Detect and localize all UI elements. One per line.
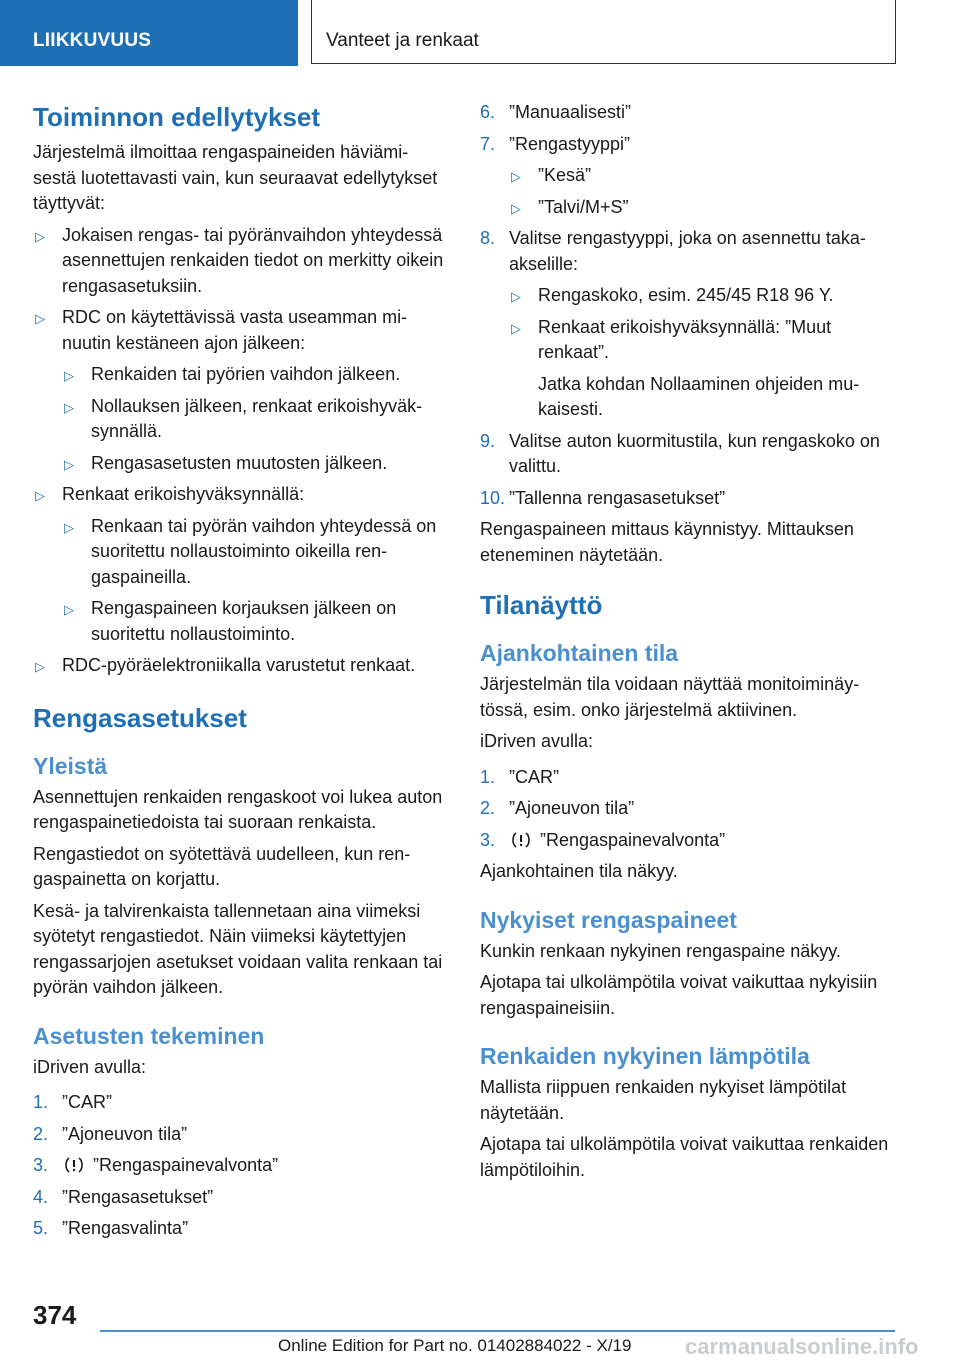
step-text: ”Tallenna rengasasetukset” [509, 487, 726, 508]
bullet-item: ▷ RDC-pyöräelektroniikalla varustetut renkaat. [33, 653, 445, 679]
step-number: 1. [33, 1092, 49, 1112]
step-note: Jatka kohdan Nollaaminen ohjeiden mukaisesti. [538, 373, 860, 419]
step-text: Valitse rengastyyppi, joka on asennettu takaakselille: [509, 228, 866, 274]
footer-rule [100, 1330, 895, 1332]
watermark: carmanualsonline.info [685, 1334, 919, 1359]
heading-current-pressures: Nykyiset rengaspaineet [480, 906, 737, 933]
step-item [33, 1090, 445, 1116]
tire-pressure-warning-icon [64, 1156, 84, 1174]
idrive-intro: iDriven avulla: [480, 731, 594, 751]
step-item [480, 226, 900, 277]
sub-bullet-item: ▷ Rengaskoko, esim. 245/45 R18 96 Y. [480, 283, 900, 309]
bullet-item: ▷ RDC on käytettävissä vasta useamman minuutin kestäneen ajon jälkeen: [33, 305, 445, 356]
step-number: 2. [33, 1123, 49, 1144]
prereq-intro: Järjestelmä ilmoittaa rengaspaineiden häviämisestä luotettavasti vain, kun seuraavat edellytykset täyttyvät: [33, 142, 438, 213]
step-item [33, 1153, 445, 1179]
general-paragraph: Rengastiedot on syötettävä uudelleen, kun rengaspainetta on korjattu. [33, 843, 411, 889]
step-text: Valitse auton kuormitustila, kun rengaskoko on valittu. [509, 430, 880, 476]
step-number: 6. [480, 102, 496, 122]
page-number: 374 [33, 1300, 77, 1330]
sub-bullet-item: ▷ Rengaspaineen korjauksen jälkeen on suoritettu nollaustoiminto. [33, 596, 445, 647]
heading-status-display: Tilanäyttö [480, 590, 603, 620]
step-text: ”Rengasasetukset” [62, 1186, 214, 1207]
step-text: ”Ajoneuvon tila” [509, 798, 635, 818]
step-text: ”Rengaspainevalvonta” [540, 829, 726, 850]
step-number: 9. [480, 430, 496, 451]
section-tab: LIIKKUVUUS [0, 0, 298, 66]
pressure-paragraph: Ajotapa tai ulkolämpötila voivat vaikuttaa nykyisiin rengaspaineisiin. [480, 972, 878, 1018]
status-visible-note: Ajankohtainen tila näkyy. [480, 861, 678, 881]
step-item [480, 765, 900, 791]
pressure-paragraph: Kunkin renkaan nykyinen rengaspaine näkyy. [480, 940, 841, 961]
general-paragraph: Kesä- ja talvirenkaista tallennetaan aina viimeksi syötetyt rengastiedot. Näin viimeksi käytettyjen rengassarjojen asetukset voidaan valita renkaan tai pyörän vaihdon jälkeen. [33, 900, 443, 997]
heading-general: Yleistä [33, 752, 108, 779]
step-item [33, 1185, 445, 1211]
sub-bullet-item: ▷ ”Kesä” [480, 163, 900, 189]
step-number: 3. [33, 1155, 49, 1175]
step-text: ”Manuaalisesti” [509, 102, 632, 122]
step-item [480, 486, 900, 512]
step-item [480, 828, 900, 854]
heading-current-status: Ajankohtainen tila [480, 640, 679, 666]
idrive-intro: iDriven avulla: [33, 1056, 147, 1077]
step-number: 5. [33, 1218, 49, 1238]
bullet-item: ▷ Renkaat erikoishyväksynnällä: [33, 482, 445, 508]
tire-pressure-warning-icon [511, 831, 531, 849]
step-item [480, 132, 900, 158]
edition-note: Online Edition for Part no. 01402884022 - X/19 [278, 1336, 632, 1355]
bullet-item: ▷ Jokaisen rengas- tai pyöränvaihdon yhteydessä asennettujen renkaiden tiedot on merkitty oikein rengasasetuksiin. [33, 223, 445, 300]
page-header [0, 0, 960, 66]
step-text: ”CAR” [509, 766, 559, 787]
step-text: ”Rengasvalinta” [62, 1218, 189, 1238]
sub-bullet-item: ▷ ”Talvi/M+S” [480, 195, 900, 221]
current-status-paragraph: Järjestelmän tila voidaan näyttää monitoiminäytössä, esim. onko järjestelmä aktiivinen. [480, 674, 860, 720]
step-text: ”CAR” [62, 1092, 112, 1112]
step-number: 1. [480, 766, 496, 787]
heading-making-settings: Asetusten tekeminen [33, 1022, 265, 1049]
sub-bullet-item: ▷ Renkaan tai pyörän vaihdon yhteydessä on suoritettu nollaustoiminto oikeilla rengaspaineilla. [33, 514, 445, 591]
sub-bullet-item: ▷ Renkaat erikoishyväksynnällä: ”Muut renkaat”. [480, 315, 900, 366]
heading-tire-settings: Rengasasetukset [33, 702, 247, 733]
step-number: 7. [480, 133, 496, 154]
step-item [33, 1122, 445, 1148]
general-paragraph: Asennettujen renkaiden rengaskoot voi lukea auton rengaspainetiedoista tai suoraan renkaista. [33, 786, 443, 832]
sub-bullet-item: ▷ Nollauksen jälkeen, renkaat erikoishyväksynnällä. [33, 394, 445, 445]
step-number: 3. [480, 829, 496, 850]
step-text: ”Ajoneuvon tila” [62, 1123, 188, 1144]
step-item [480, 429, 900, 480]
left-column [33, 100, 445, 1248]
step-item [33, 1216, 445, 1242]
sub-bullet-item: ▷ Renkaiden tai pyörien vaihdon jälkeen. [33, 362, 445, 388]
step-item [480, 100, 900, 126]
heading-current-temperature: Renkaiden nykyinen lämpötila [480, 1043, 810, 1069]
sub-bullet-item: ▷ Rengasasetusten muutosten jälkeen. [33, 451, 445, 477]
step-text: ”Rengastyyppi” [509, 133, 631, 154]
measurement-note: Rengaspaineen mittaus käynnistyy. Mittauksen eteneminen näytetään. [480, 519, 854, 565]
step-number: 8. [480, 228, 496, 248]
temperature-paragraph: Ajotapa tai ulkolämpötila voivat vaikuttaa renkaiden lämpötiloihin. [480, 1134, 889, 1180]
step-number: 10. [480, 487, 506, 508]
step-number: 2. [480, 798, 496, 818]
step-text: ”Rengaspainevalvonta” [93, 1155, 279, 1175]
temperature-paragraph: Mallista riippuen renkaiden nykyiset lämpötilat näytetään. [480, 1077, 847, 1123]
step-number: 4. [33, 1186, 49, 1207]
step-item [480, 796, 900, 822]
heading-prerequisites: Toiminnon edellytykset [33, 102, 321, 132]
right-column [480, 100, 900, 1189]
chapter-title: Vanteet ja renkaat [311, 0, 896, 64]
